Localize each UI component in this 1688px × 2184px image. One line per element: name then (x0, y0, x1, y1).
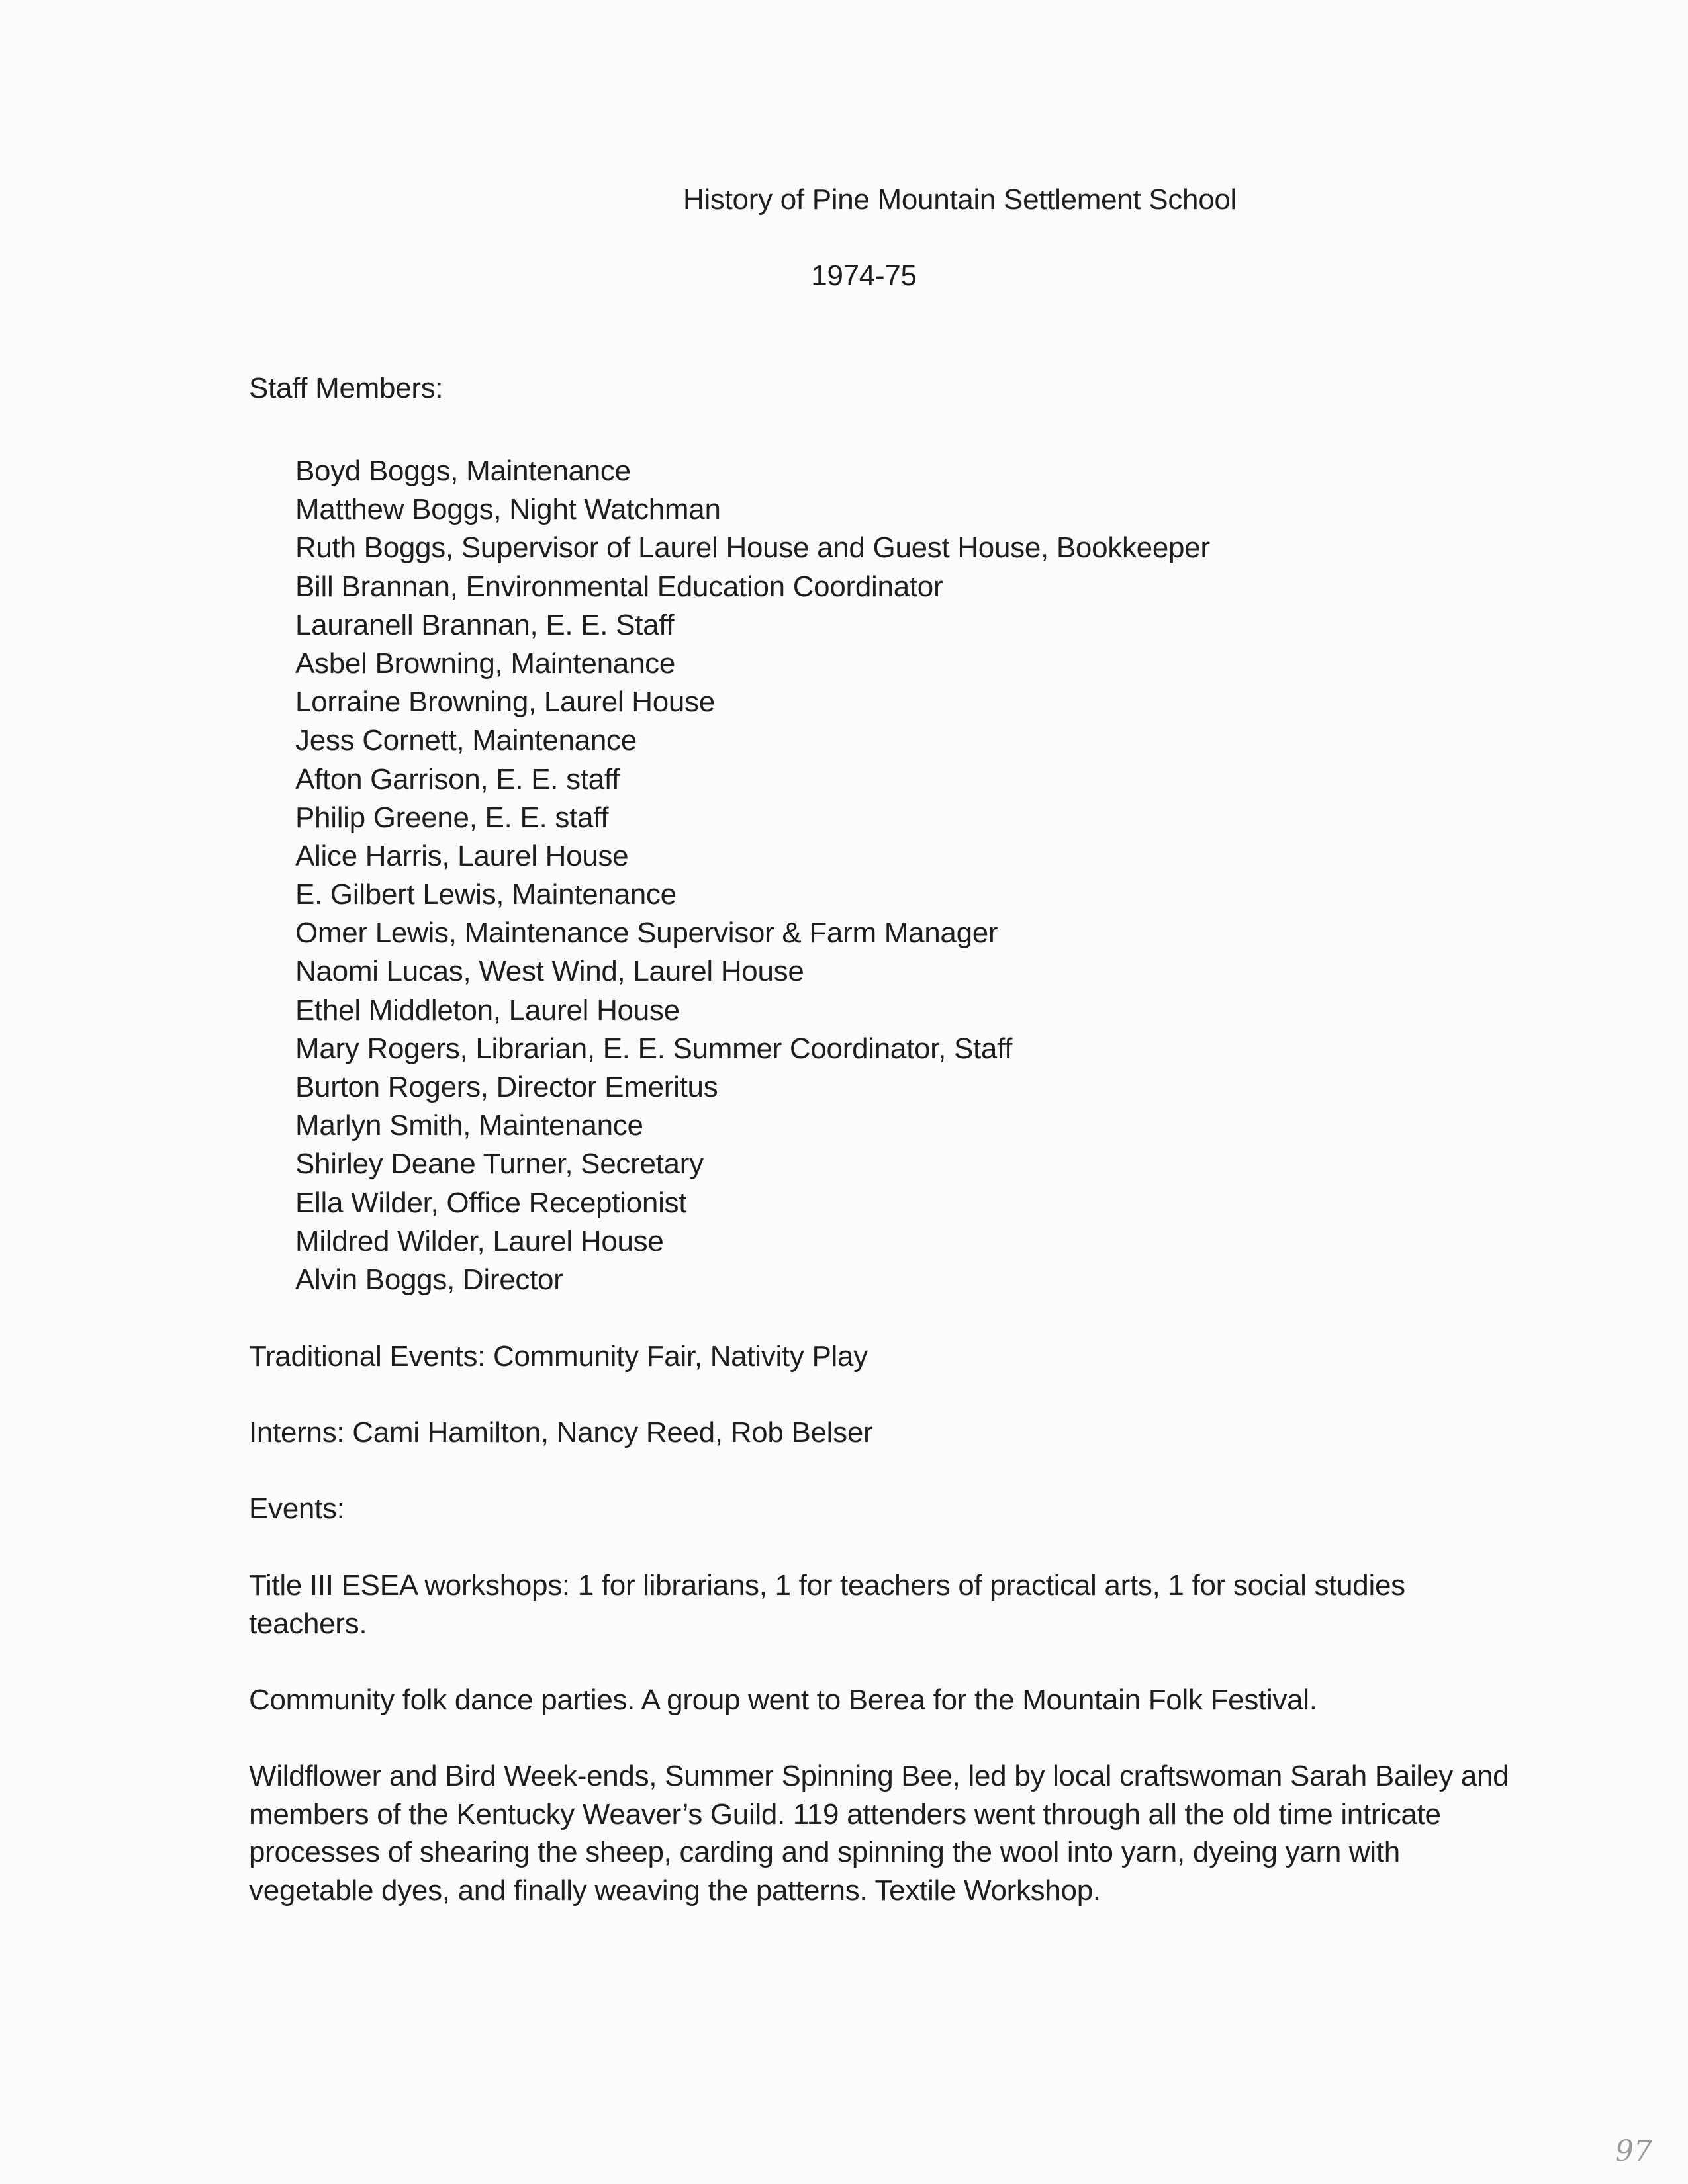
staff-member: E. Gilbert Lewis, Maintenance (295, 878, 677, 911)
staff-member: Asbel Browning, Maintenance (295, 647, 676, 680)
staff-member: Boyd Boggs, Maintenance (295, 455, 631, 487)
staff-member: Afton Garrison, E. E. staff (295, 762, 620, 796)
staff-member: Mildred Wilder, Laurel House (295, 1224, 664, 1257)
events-heading: Events: (249, 1492, 345, 1525)
event-paragraph: Wildflower and Bird Week-ends, Summer Spinning Bee, led by local craftswoman Sarah Bailey and members of the Kentucky Weaver’s Guild. 119 attenders went through all the old time intricate processes of shearing the sheep, carding and spinning the wool into yarn, dyeing yarn with vegetable dyes, and finally weaving the patterns. Textile Workshop. (249, 1760, 1509, 1907)
staff-member: Burton Rogers, Director Emeritus (295, 1071, 718, 1103)
staff-member: Ruth Boggs, Supervisor of Laurel House and Guest House, Bookkeeper (295, 531, 1210, 565)
staff-member: Philip Greene, E. E. staff (295, 801, 609, 834)
staff-member: Bill Brannan, Environmental Education Coordinator (295, 570, 943, 603)
staff-member: Lorraine Browning, Laurel House (295, 686, 715, 719)
staff-member: Alvin Boggs, Director (295, 1263, 563, 1296)
staff-member: Ella Wilder, Office Receptionist (295, 1186, 687, 1219)
staff-heading: Staff Members: (249, 372, 444, 404)
staff-member: Shirley Deane Turner, Secretary (295, 1148, 704, 1181)
staff-member: Mary Rogers, Librarian, E. E. Summer Coordinator, Staff (295, 1032, 1013, 1065)
document-year: 1974-75 (811, 259, 917, 292)
interns: Interns: Cami Hamilton, Nancy Reed, Rob Belser (249, 1416, 873, 1449)
document-title: History of Pine Mountain Settlement School (682, 183, 1237, 216)
traditional-events: Traditional Events: Community Fair, Nativity Play (249, 1340, 868, 1373)
event-paragraph: Community folk dance parties. A group went to Berea for the Mountain Folk Festival. (249, 1684, 1317, 1716)
event-paragraph: Title III ESEA workshops: 1 for librarians, 1 for teachers of practical arts, 1 for social studies teachers. (249, 1569, 1405, 1640)
staff-member: Marlyn Smith, Maintenance (295, 1109, 643, 1142)
staff-member: Alice Harris, Laurel House (295, 839, 629, 872)
staff-member: Ethel Middleton, Laurel House (295, 993, 680, 1026)
staff-member: Naomi Lucas, West Wind, Laurel House (295, 955, 804, 988)
staff-member: Lauranell Brannan, E. E. Staff (295, 608, 675, 641)
staff-member: Matthew Boggs, Night Watchman (295, 493, 721, 526)
page-number: 97 (1615, 2134, 1652, 2168)
staff-list (295, 452, 1210, 1299)
staff-member: Omer Lewis, Maintenance Supervisor & Farm Manager (295, 917, 998, 950)
staff-member: Jess Cornett, Maintenance (295, 724, 637, 757)
